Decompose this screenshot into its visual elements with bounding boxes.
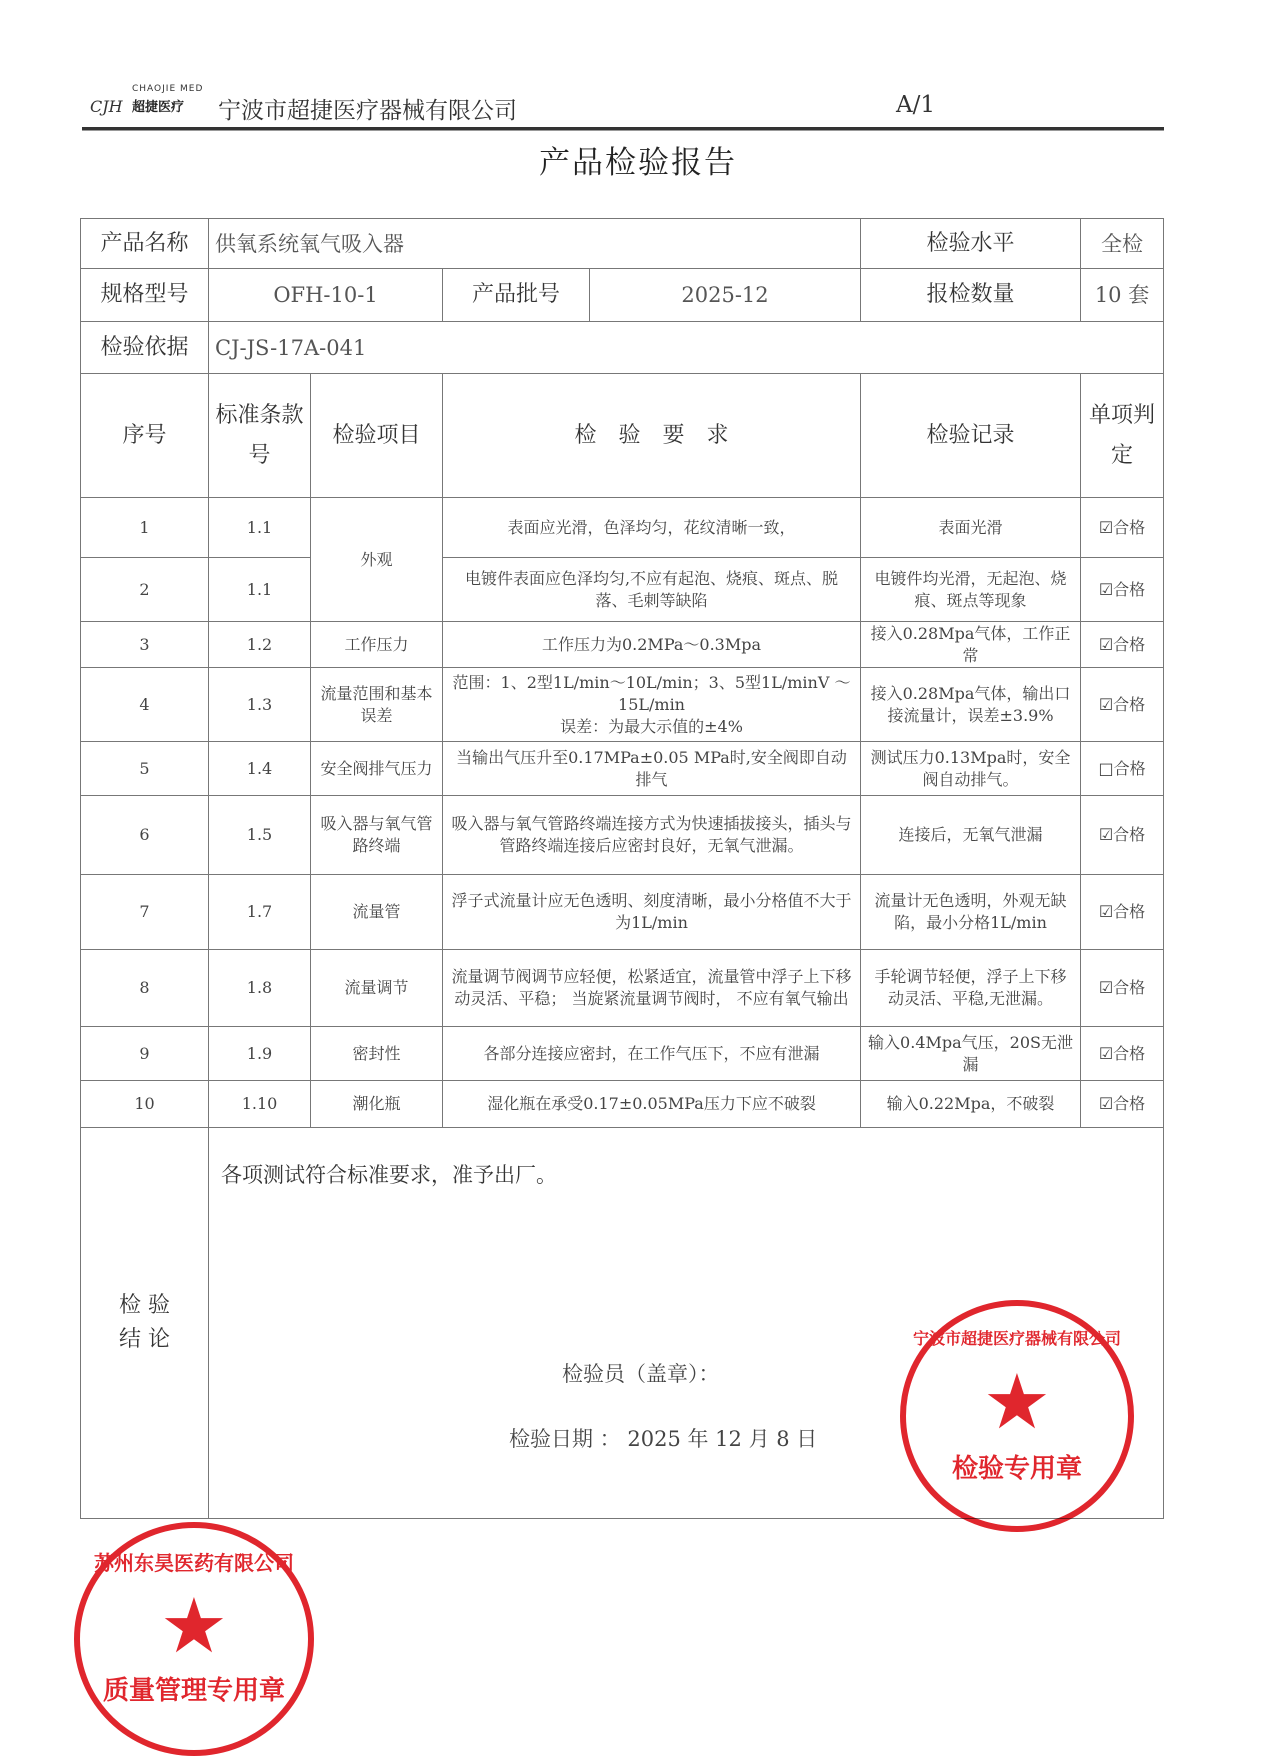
row-seq: 10 — [81, 1081, 209, 1128]
row-seq: 5 — [81, 742, 209, 796]
row-requirement: 流量调节阀调节应轻便，松紧适宜，流量管中浮子上下移动灵活、平稳； 当旋紧流量调节阀时， 不应有氧气输出 — [443, 950, 861, 1027]
stamp-arc-text: 苏州东昊医药有限公司 — [94, 1551, 294, 1575]
basis-value: CJ-JS-17A-041 — [209, 322, 1164, 374]
company-logo — [86, 70, 206, 120]
row-requirement: 当输出气压升至0.17MPa±0.05 MPa时,安全阀即自动排气 — [443, 742, 861, 796]
table-row — [81, 498, 1164, 558]
model-label: 规格型号 — [81, 269, 209, 322]
level-label: 检验水平 — [861, 219, 1081, 269]
row-item: 密封性 — [311, 1027, 443, 1081]
date-label: 检验日期 ： — [509, 1427, 621, 1451]
row-item: 潮化瓶 — [311, 1081, 443, 1128]
header-divider — [82, 127, 1164, 131]
product-name: 供氧系统氧气吸入器 — [209, 219, 861, 269]
row-requirement: 湿化瓶在承受0.17±0.05MPa压力下应不破裂 — [443, 1081, 861, 1128]
row-requirement: 表面应光滑，色泽均匀，花纹清晰一致， — [443, 498, 861, 558]
row-result-checkbox[interactable]: ☑合格 — [1081, 668, 1164, 742]
row-item: 吸入器与氧气管路终端 — [311, 796, 443, 875]
page-title: 产品检验报告 — [539, 145, 737, 181]
stamp-arc-text: 宁波市超捷医疗器械有限公司 — [912, 1329, 1121, 1348]
row-seq: 8 — [81, 950, 209, 1027]
row-requirement: 吸入器与氧气管路终端连接方式为快速插拔接头，插头与管路终端连接后应密封良好，无氧气泄漏。 — [443, 796, 861, 875]
row-seq: 9 — [81, 1027, 209, 1081]
row-item: 流量管 — [311, 875, 443, 950]
logo-chinese: 超捷医疗 — [132, 100, 185, 115]
row-result-checkbox[interactable]: ☑合格 — [1081, 950, 1164, 1027]
company-name: 宁波市超捷医疗器械有限公司 — [218, 98, 517, 124]
row-seq: 4 — [81, 668, 209, 742]
table-row — [81, 742, 1164, 796]
row-item: 安全阀排气压力 — [311, 742, 443, 796]
inspection-date — [509, 1428, 817, 1450]
basis-label: 检验依据 — [81, 322, 209, 374]
row-record: 连接后，无氧气泄漏 — [861, 796, 1081, 875]
document-number: A/1 — [896, 92, 935, 118]
row-clause: 1.2 — [209, 622, 311, 668]
conclusion-label-line2: 结 论 — [119, 1327, 170, 1352]
row-result-checkbox[interactable]: ☑合格 — [1081, 875, 1164, 950]
row-record: 输入0.22Mpa，不破裂 — [861, 1081, 1081, 1128]
col-seq: 序号 — [81, 374, 209, 498]
star-icon: ★ — [982, 1357, 1052, 1446]
row-record: 表面光滑 — [861, 498, 1081, 558]
table-row — [81, 1027, 1164, 1081]
logo-english: CHAOJIE MED — [132, 84, 204, 94]
model-value: OFH-10-1 — [209, 269, 443, 322]
col-clause: 标准条款号 — [209, 374, 311, 498]
conclusion-label-line1: 检 验 — [119, 1293, 170, 1318]
row-requirement: 电镀件表面应色泽均匀,不应有起泡、烧痕、斑点、脱落、毛刺等缺陷 — [443, 558, 861, 622]
row-requirement: 浮子式流量计应无色透明、刻度清晰，最小分格值不大于为1L/min — [443, 875, 861, 950]
table-row — [81, 668, 1164, 742]
requirement-error: 误差：为最大示值的±4% — [560, 716, 743, 736]
batch-value: 2025-12 — [681, 283, 769, 307]
table-row — [81, 875, 1164, 950]
row-record: 电镀件均光滑，无起泡、烧痕、斑点等现象 — [861, 558, 1081, 622]
row-clause: 1.1 — [209, 558, 311, 622]
row-clause: 1.5 — [209, 796, 311, 875]
row-seq: 7 — [81, 875, 209, 950]
row-requirement: 工作压力为0.2MPa～0.3Mpa — [443, 622, 861, 668]
product-name-label: 产品名称 — [81, 219, 209, 269]
row-item: 流量调节 — [311, 950, 443, 1027]
row-requirement: 各部分连接应密封，在工作气压下，不应有泄漏 — [443, 1027, 861, 1081]
row-item: 外观 — [311, 498, 443, 622]
row-seq: 2 — [81, 558, 209, 622]
row-record: 流量计无色透明，外观无缺陷，最小分格1L/min — [861, 875, 1081, 950]
row-record: 输入0.4Mpa气压，20S无泄漏 — [861, 1027, 1081, 1081]
company-inspection-stamp — [900, 1300, 1134, 1532]
table-row — [81, 1081, 1164, 1128]
table-row — [81, 622, 1164, 668]
date-value: 2025 年 12 月 8 日 — [627, 1427, 818, 1451]
row-clause: 1.9 — [209, 1027, 311, 1081]
col-item: 检验项目 — [311, 374, 443, 498]
row-seq: 6 — [81, 796, 209, 875]
customer-quality-stamp — [74, 1522, 314, 1756]
row-result-checkbox[interactable]: ☑合格 — [1081, 498, 1164, 558]
batch-label: 产品批号 — [443, 269, 590, 321]
row-record: 接入0.28Mpa气体，输出口接流量计，误差±3.9% — [861, 668, 1081, 742]
row-clause: 1.3 — [209, 668, 311, 742]
table-row — [81, 796, 1164, 875]
requirement-range: 范围：1、2型1L/min～10L/min；3、5型1L/minV ～15L/min — [452, 672, 851, 714]
col-requirement: 检 验 要 求 — [443, 374, 861, 498]
qty-label: 报检数量 — [861, 269, 1081, 322]
row-requirement — [443, 668, 861, 742]
table-row — [81, 950, 1164, 1027]
row-result-checkbox[interactable]: ☑合格 — [1081, 558, 1164, 622]
row-clause: 1.4 — [209, 742, 311, 796]
row-result-checkbox[interactable]: ☑合格 — [1081, 1027, 1164, 1081]
row-result-checkbox[interactable]: ☑合格 — [1081, 1081, 1164, 1128]
qty-value: 10 套 — [1081, 269, 1164, 322]
row-result-checkbox[interactable]: ☑合格 — [1081, 622, 1164, 668]
row-clause: 1.1 — [209, 498, 311, 558]
row-record: 测试压力0.13Mpa时，安全阀自动排气。 — [861, 742, 1081, 796]
row-seq: 1 — [81, 498, 209, 558]
row-result-checkbox[interactable]: ☑合格 — [1081, 796, 1164, 875]
conclusion-text: 各项测试符合标准要求，准予出厂。 — [221, 1163, 557, 1187]
logo-mark: CJH — [90, 97, 123, 116]
row-clause: 1.8 — [209, 950, 311, 1027]
row-item: 流量范围和基本误差 — [311, 668, 443, 742]
conclusion-label — [81, 1128, 209, 1519]
row-clause: 1.10 — [209, 1081, 311, 1128]
row-record: 手轮调节轻便，浮子上下移动灵活、平稳,无泄漏。 — [861, 950, 1081, 1027]
stamp-bottom-text: 检验专用章 — [951, 1454, 1082, 1484]
col-judgement: 单项判定 — [1081, 374, 1164, 498]
row-clause: 1.7 — [209, 875, 311, 950]
table-row — [81, 558, 1164, 622]
level-value: 全检 — [1081, 219, 1164, 269]
row-result-checkbox[interactable]: □合格 — [1081, 742, 1164, 796]
inspector-label: 检验员（盖章）： — [562, 1362, 720, 1386]
stamp-bottom-text: 质量管理专用章 — [102, 1676, 285, 1706]
row-record: 接入0.28Mpa气体，工作正常 — [861, 622, 1081, 668]
star-icon: ★ — [159, 1581, 229, 1670]
row-seq: 3 — [81, 622, 209, 668]
row-item: 工作压力 — [311, 622, 443, 668]
batch-cell — [443, 269, 861, 322]
col-record: 检验记录 — [861, 374, 1081, 498]
